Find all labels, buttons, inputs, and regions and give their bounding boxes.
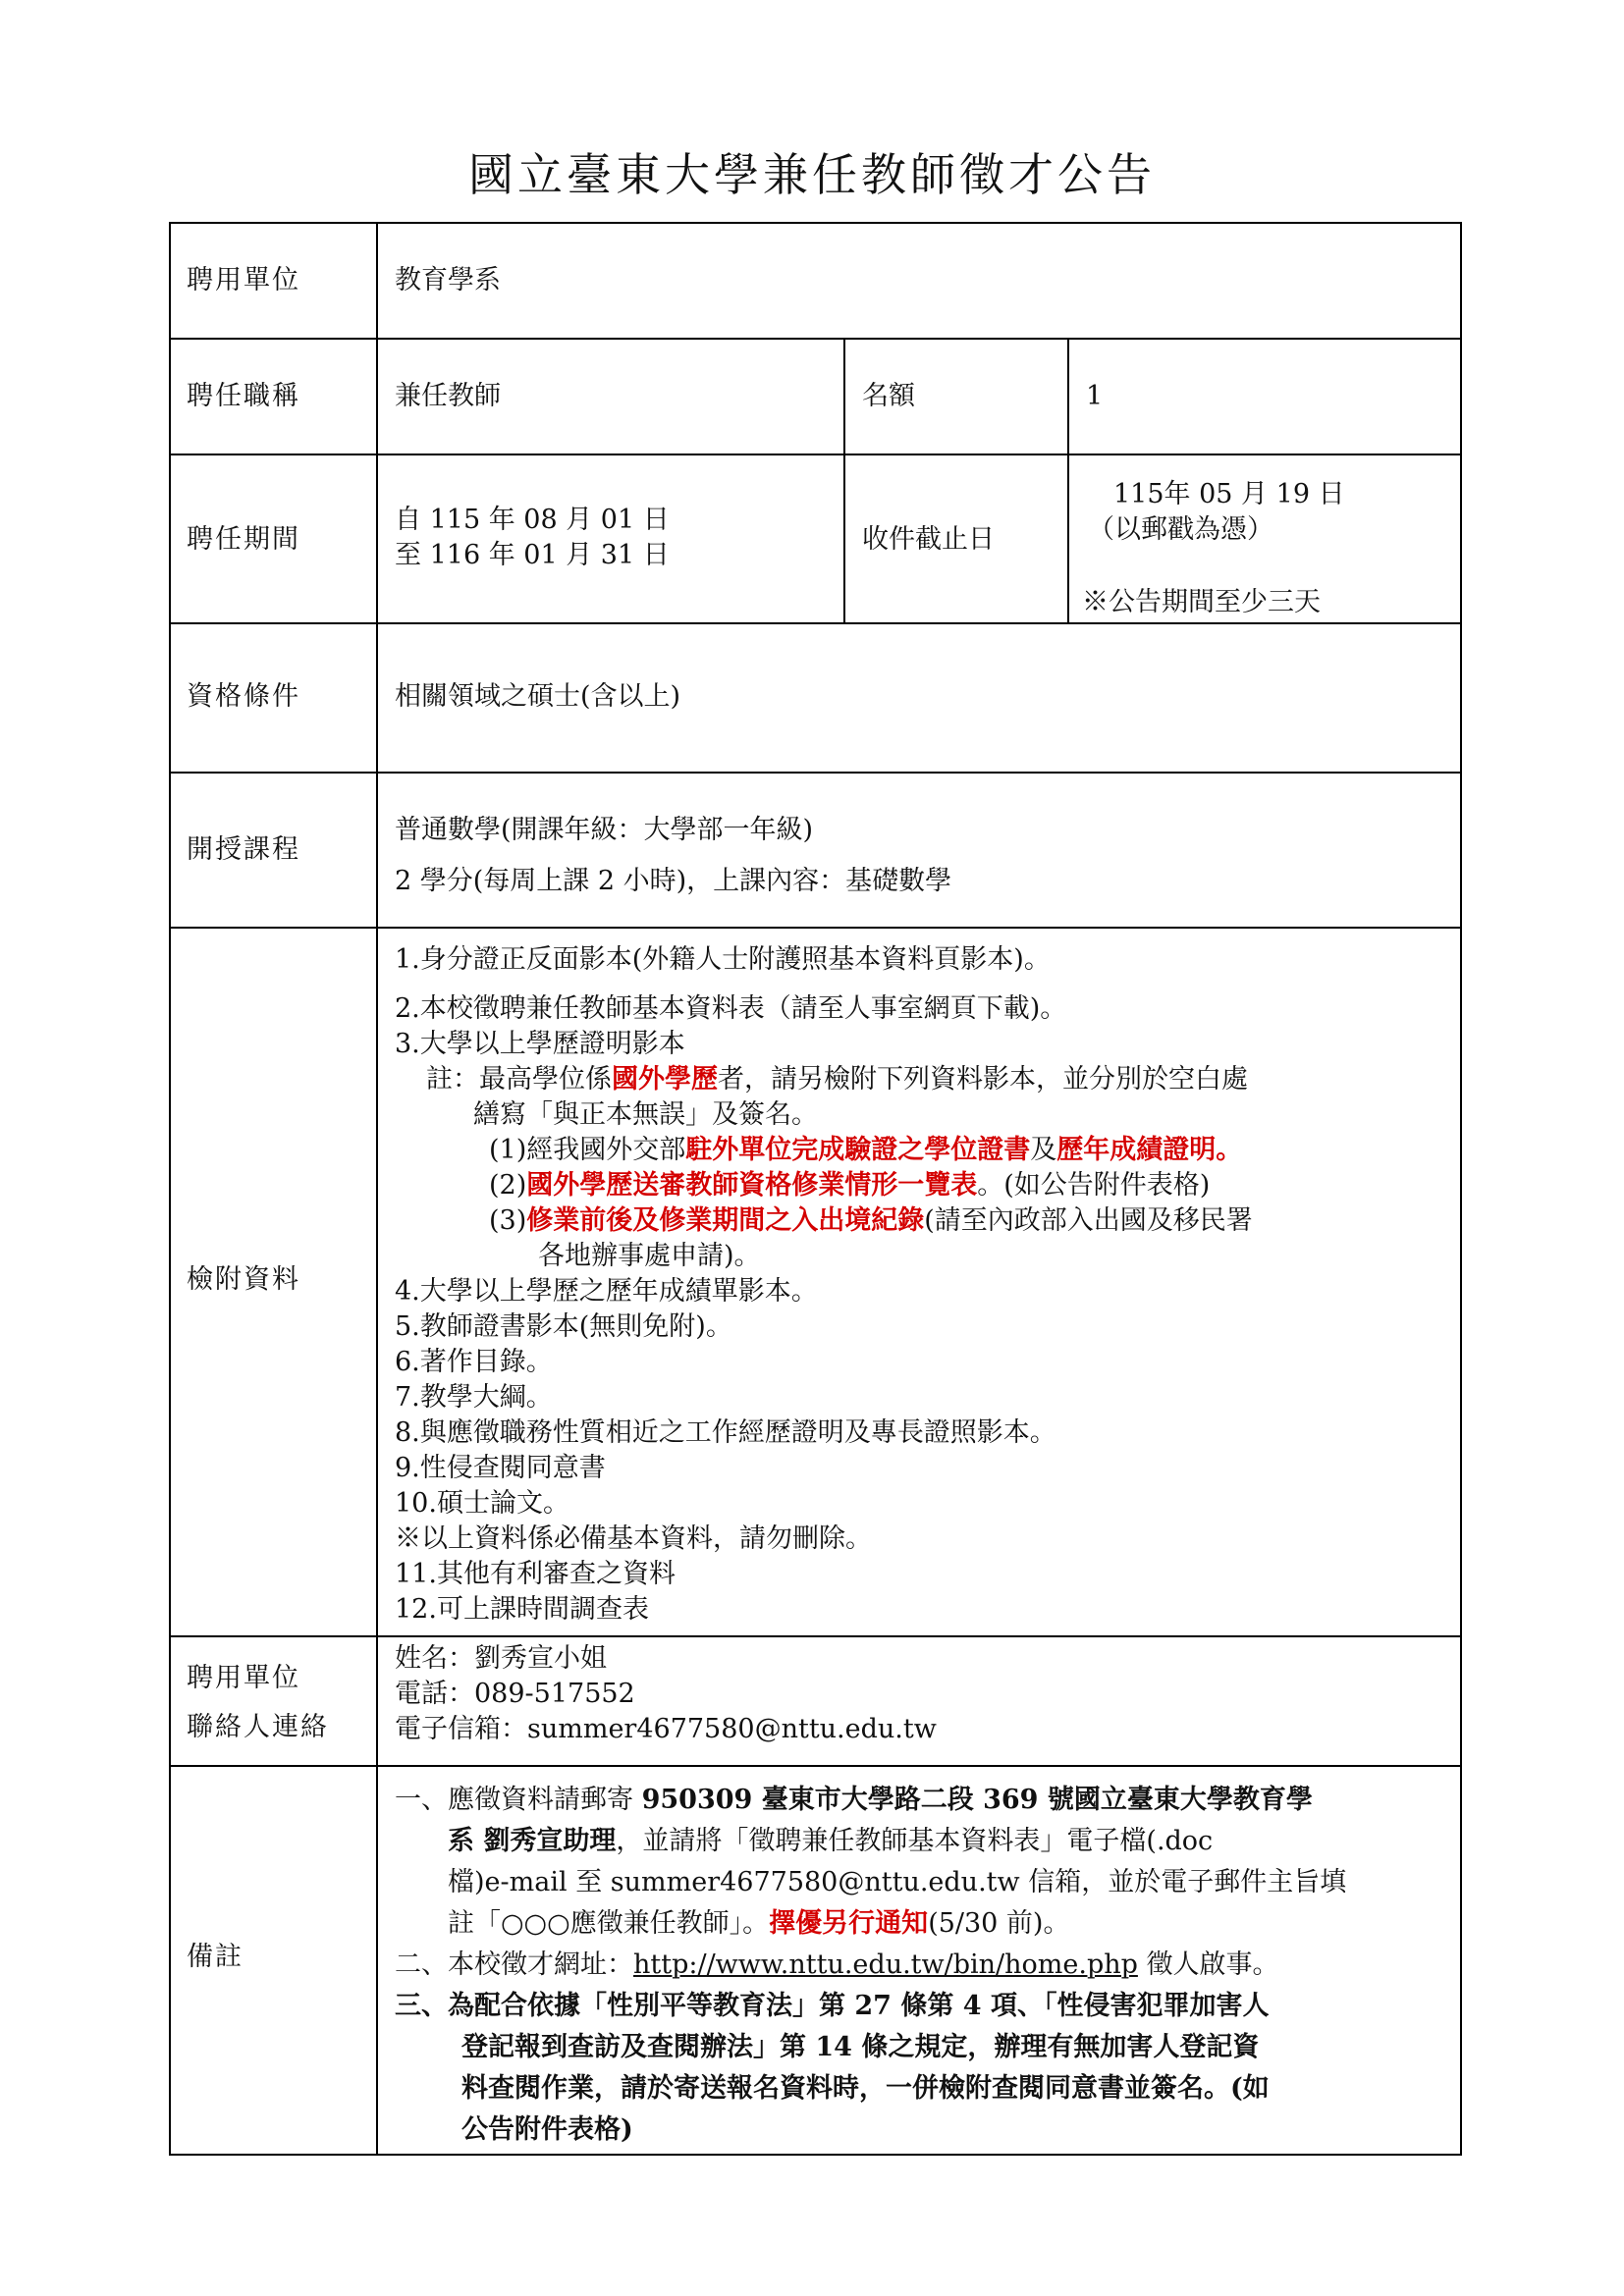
deadline-note: （以郵戳為憑） xyxy=(1088,514,1273,545)
document-required-note: ※以上資料係必備基本資料，請勿刪除。 xyxy=(395,1523,872,1554)
remark-text: 註「○○○應徵兼任教師」。 xyxy=(448,1908,770,1939)
row-divider xyxy=(169,454,1462,455)
remark-3-line1: 三、為配合依據「性別平等教育法」第 27 條第 4 項、「性侵害犯罪加害人 xyxy=(395,1991,1270,2021)
announcement-table xyxy=(169,222,1462,2156)
label-column-divider xyxy=(376,222,378,2156)
remark-3-line4: 公告附件表格) xyxy=(461,2114,633,2145)
remark-text: ，並請將「徵聘兼任教師基本資料表」電子檔(.doc xyxy=(616,1826,1214,1856)
deadline-notice: ※公告期間至少三天 xyxy=(1082,587,1321,617)
subitem-text: (1)經我國外交部 xyxy=(489,1135,686,1165)
document-note-text: 者，請另檢附下列資料影本，並分別於空白處 xyxy=(718,1064,1248,1095)
quota-column-divider xyxy=(843,338,845,624)
contact-email[interactable]: 電子信箱：summer4677580@nttu.edu.tw xyxy=(395,1714,937,1744)
document-item: 9.性侵查閱同意書 xyxy=(395,1453,606,1483)
row-divider xyxy=(169,338,1462,340)
document-item: 8.與應徵職務性質相近之工作經歷證明及專長證照影本。 xyxy=(395,1417,1056,1448)
document-item: 1.身分證正反面影本(外籍人士附護照基本資料頁影本)。 xyxy=(395,944,1051,975)
document-item: 6.著作目錄。 xyxy=(395,1347,553,1377)
table-border-left xyxy=(169,222,171,2156)
recruitment-url-link[interactable]: http://www.nttu.edu.tw/bin/home.php xyxy=(633,1949,1138,1980)
page-title: 國立臺東大學兼任教師徵才公告 xyxy=(468,148,1156,201)
qualification-value: 相關領域之碩士(含以上) xyxy=(395,681,681,712)
remark-text: 徵人啟事。 xyxy=(1137,1949,1279,1980)
subitem-highlight: 國外學歷送審教師資格修業情形一覽表 xyxy=(526,1170,978,1201)
row-divider xyxy=(169,772,1462,774)
subitem-highlight: 歷年成績證明。 xyxy=(1056,1135,1243,1165)
deadline-label: 收件截止日 xyxy=(862,524,995,555)
position-label: 聘任職稱 xyxy=(187,381,300,411)
remark-text: (5/30 前)。 xyxy=(928,1908,1070,1939)
row-divider xyxy=(169,622,1462,624)
row-divider xyxy=(169,1635,1462,1637)
remark-contact-name: 系 劉秀宣助理 xyxy=(448,1826,617,1856)
document-subitem xyxy=(489,1168,1210,1203)
subitem-highlight: 修業前後及修業期間之入出境紀錄 xyxy=(526,1205,925,1236)
course-label: 開授課程 xyxy=(187,834,300,865)
contact-label-line2: 聯絡人連絡 xyxy=(187,1712,329,1742)
subitem-text: (3) xyxy=(489,1205,527,1236)
document-note-line2: 繕寫「與正本無誤」及簽名。 xyxy=(473,1099,818,1130)
document-item: 3.大學以上學歷證明影本 xyxy=(395,1029,685,1059)
unit-value: 教育學系 xyxy=(395,265,501,295)
table-border-bottom xyxy=(169,2154,1462,2156)
quota-value: 1 xyxy=(1086,381,1104,411)
unit-label: 聘用單位 xyxy=(187,265,300,295)
contact-label-line1: 聘用單位 xyxy=(187,1663,300,1693)
remark-address: 950309 臺東市大學路二段 369 號國立臺東大學教育學 xyxy=(641,1785,1313,1815)
remark-1-line2 xyxy=(448,1824,1213,1859)
document-item: 2.本校徵聘兼任教師基本資料表（請至人事室網頁下載)。 xyxy=(395,993,1067,1024)
remark-1-line3: 檔)e-mail 至 summer4677580@nttu.edu.tw 信箱，並於電子郵件主旨填 xyxy=(448,1867,1347,1897)
table-border-right xyxy=(1460,222,1462,2156)
position-value: 兼任教師 xyxy=(395,381,501,411)
row-divider xyxy=(169,1765,1462,1767)
document-item: 7.教學大綱。 xyxy=(395,1382,553,1413)
row-divider xyxy=(169,927,1462,929)
document-note-text: 註：最高學位係 xyxy=(426,1064,612,1095)
subitem-text: (請至內政部入出國及移民署 xyxy=(924,1205,1253,1236)
subitem-text: 及 xyxy=(1030,1135,1057,1165)
document-item: 10.碩士論文。 xyxy=(395,1488,569,1519)
subitem-highlight: 駐外單位完成驗證之學位證書 xyxy=(685,1135,1031,1165)
table-border-top xyxy=(169,222,1462,224)
remarks-label: 備註 xyxy=(187,1942,244,1972)
course-line1: 普通數學(開課年級：大學部一年級) xyxy=(395,815,814,845)
course-line2: 2 學分(每周上課 2 小時)，上課內容：基礎數學 xyxy=(395,866,952,896)
remark-3-line2: 登記報到查訪及查閱辦法」第 14 條之規定，辦理有無加害人登記資 xyxy=(461,2032,1260,2062)
document-subitem-line2: 各地辦事處申請)。 xyxy=(538,1241,761,1271)
document-subitem xyxy=(489,1203,1253,1239)
subitem-text: 。(如公告附件表格) xyxy=(977,1170,1211,1201)
contact-phone: 電話：089-517552 xyxy=(395,1679,635,1709)
document-item: 12.可上課時間調查表 xyxy=(395,1594,649,1625)
document-item: 4.大學以上學歷之歷年成績單影本。 xyxy=(395,1276,818,1307)
deadline-date: 115年 05 月 19 日 xyxy=(1113,479,1345,509)
document-item: 5.教師證書影本(無則免附)。 xyxy=(395,1311,732,1342)
quota-value-divider xyxy=(1067,338,1069,624)
document-item: 11.其他有利審查之資料 xyxy=(395,1559,676,1589)
remark-1-line1 xyxy=(395,1783,1313,1818)
quota-label: 名額 xyxy=(862,381,915,411)
remark-text: 二、本校徵才網址： xyxy=(395,1949,633,1980)
period-end: 至 116 年 01 月 31 日 xyxy=(395,540,670,570)
document-subitem xyxy=(489,1133,1242,1168)
document-note-highlight: 國外學歷 xyxy=(612,1064,718,1095)
period-label: 聘任期間 xyxy=(187,524,300,555)
period-start: 自 115 年 08 月 01 日 xyxy=(395,505,670,535)
remark-1-line4 xyxy=(448,1906,1069,1942)
document-note xyxy=(426,1062,1248,1097)
remark-highlight: 擇優另行通知 xyxy=(769,1908,929,1939)
subitem-text: (2) xyxy=(489,1170,527,1201)
remark-2 xyxy=(395,1948,1279,1983)
qualification-label: 資格條件 xyxy=(187,681,300,712)
remark-3-line3: 料查閱作業，請於寄送報名資料時，一併檢附查閱同意書並簽名。(如 xyxy=(461,2073,1270,2104)
contact-name: 姓名：劉秀宣小姐 xyxy=(395,1643,607,1674)
documents-label: 檢附資料 xyxy=(187,1264,300,1295)
remark-text: 一、應徵資料請郵寄 xyxy=(395,1785,642,1815)
